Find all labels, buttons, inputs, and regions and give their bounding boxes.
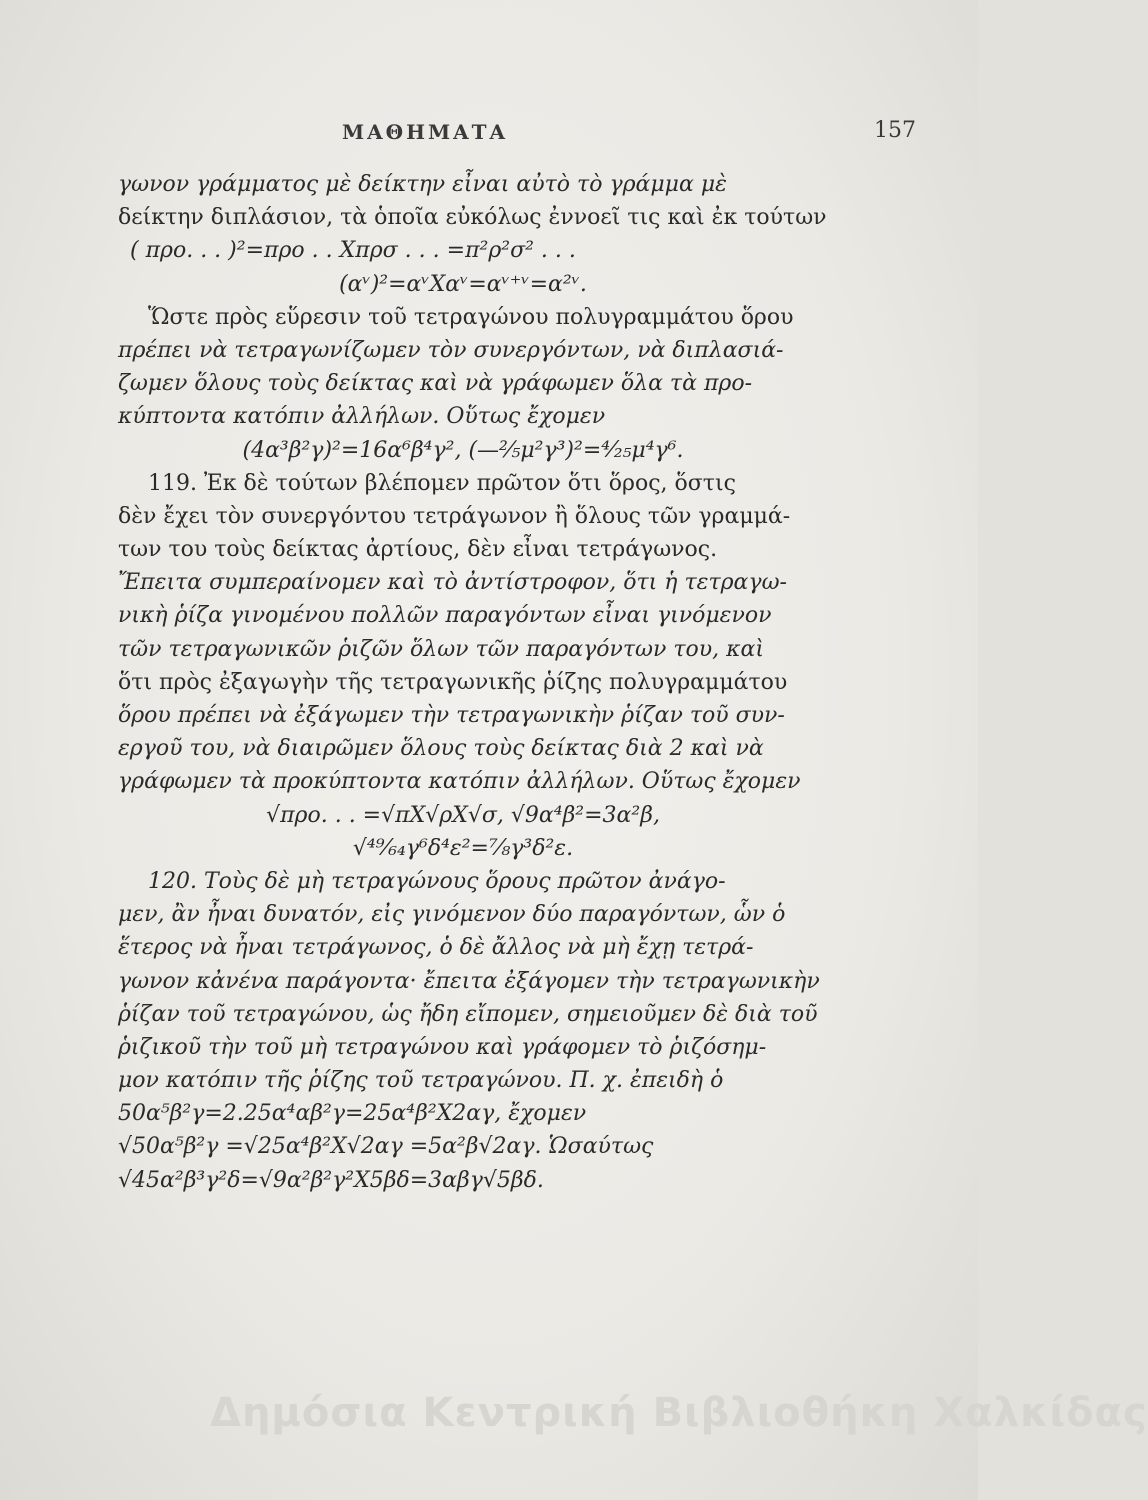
formula-line: √50α⁵β²γ =√25α⁴β²Χ√2αγ =5α²β√2αγ. Ὡσαύτως — [118, 1134, 654, 1160]
formula-line: (αᵛ)²=αᵛΧαᵛ=αᵛ⁺ᵛ=α²ᵛ. — [339, 271, 587, 297]
text-line: ἕτερος νὰ ἦναι τετράγωνος, ὁ δὲ ἄλλος νὰ μὴ ἔχῃ τετρά- — [118, 935, 754, 961]
text-line: εργοῦ του, νὰ διαιρῶμεν ὅλους τοὺς δείκτας διὰ 2 καὶ νὰ — [118, 736, 764, 762]
text-line: των του τοὺς δείκτας ἀρτίους, δὲν εἶναι τετράγωνος. — [118, 537, 718, 563]
text-line: κύπτοντα κατόπιν ἀλλήλων. Οὕτως ἔχομεν — [118, 404, 606, 430]
library-watermark: Δημόσια Κεντρική Βιβλιοθήκη Χαλκίδας — [210, 1390, 1148, 1436]
text-line: ῥιζικοῦ τὴν τοῦ μὴ τετραγώνου καὶ γράφομεν τὸ ῥιζόσημ- — [118, 1034, 767, 1060]
text-line: γράφωμεν τὰ προκύπτοντα κατόπιν ἀλλήλων. Οὕτως ἔχομεν — [118, 769, 801, 795]
running-head: ΜΑΘΗΜΑΤΑ — [342, 120, 509, 144]
paragraph-120-start: 120. Τοὺς δὲ μὴ τετραγώνους ὅρους πρῶτον ἀνάγο- — [148, 868, 726, 894]
text-line: γωνον γράμματος μὲ δείκτην εἶναι αὐτὸ τὸ γράμμα μὲ — [118, 172, 727, 197]
text-line: νικὴ ῥίζα γινομένου πολλῶν παραγόντων εἶναι γινόμενον — [118, 603, 772, 629]
formula-line: (4α³β²γ)²=16α⁶β⁴γ², (—⅖μ²γ³)²=⁴⁄₂₅μ⁴γ⁶. — [242, 437, 684, 463]
text-line: πρέπει νὰ τετραγωνίζωμεν τὸν συνεργόντων, νὰ διπλασιά- — [118, 337, 784, 363]
page-header — [0, 112, 978, 152]
text-line: μον κατόπιν τῆς ῥίζης τοῦ τετραγώνου. Π. χ. ἐπειδὴ ὁ — [118, 1068, 724, 1094]
formula-line: √⁴⁹⁄₆₄γ⁶δ⁴ε²=⁷⁄₈γ³δ²ε. — [352, 835, 574, 861]
text-line: δείκτην διπλάσιον, τὰ ὁποῖα εὐκόλως ἐννοεῖ τις καὶ ἐκ τούτων — [118, 205, 827, 231]
text-line: μεν, ἂν ἦναι δυνατόν, εἰς γινόμενον δύο παραγόντων, ὧν ὁ — [118, 902, 786, 928]
text-line: Ἔπειτα συμπεραίνομεν καὶ τὸ ἀντίστροφον, ὅτι ἡ τετραγω- — [118, 570, 787, 596]
text-line: δὲν ἔχει τὸν συνεργόντου τετράγωνον ἢ ὅλους τῶν γραμμά- — [118, 503, 791, 529]
text-line: γωνον κἀνένα παράγοντα· ἔπειτα ἐξάγομεν τὴν τετραγωνικὴν — [118, 968, 820, 994]
formula-line: 50α⁵β²γ=2.25α⁴αβ²γ=25α⁴β²Χ2αγ, ἔχομεν — [118, 1101, 587, 1127]
formula-line: √προ. . . =√πΧ√ρΧ√σ, √9α⁴β²=3α²β, — [266, 802, 660, 828]
text-line: Ὥστε πρὸς εὕρεσιν τοῦ τετραγώνου πολυγραμμάτου ὅρου — [148, 304, 794, 330]
text-line: ῥίζαν τοῦ τετραγώνου, ὡς ἤδη εἴπομεν, σημειοῦμεν δὲ διὰ τοῦ — [118, 1001, 818, 1027]
page-number: 157 — [874, 118, 916, 143]
text-line: ὅτι πρὸς ἐξαγωγὴν τῆς τετραγωνικῆς ῥίζης πολυγραμμάτου — [118, 669, 788, 695]
text-line: ὅρου πρέπει νὰ ἐξάγωμεν τὴν τετραγωνικὴν ῥίζαν τοῦ συν- — [118, 703, 785, 728]
paragraph-119-start: 119. Ἐκ δὲ τούτων βλέπομεν πρῶτον ὅτι ὅρος, ὅστις — [148, 470, 736, 496]
formula-line: √45α²β³γ²δ=√9α²β²γ²Χ5βδ=3αβγ√5βδ. — [118, 1167, 544, 1193]
formula-line: ( προ. . . )²=προ . . Χπρσ . . . =π²ρ²σ² . . . — [130, 238, 576, 264]
text-line: τῶν τετραγωνικῶν ῥιζῶν ὅλων τῶν παραγόντων του, καὶ — [118, 636, 765, 662]
body-text — [118, 168, 827, 1197]
text-line: ζωμεν ὅλους τοὺς δείκτας καὶ νὰ γράφωμεν ὅλα τὰ προ- — [118, 371, 753, 397]
